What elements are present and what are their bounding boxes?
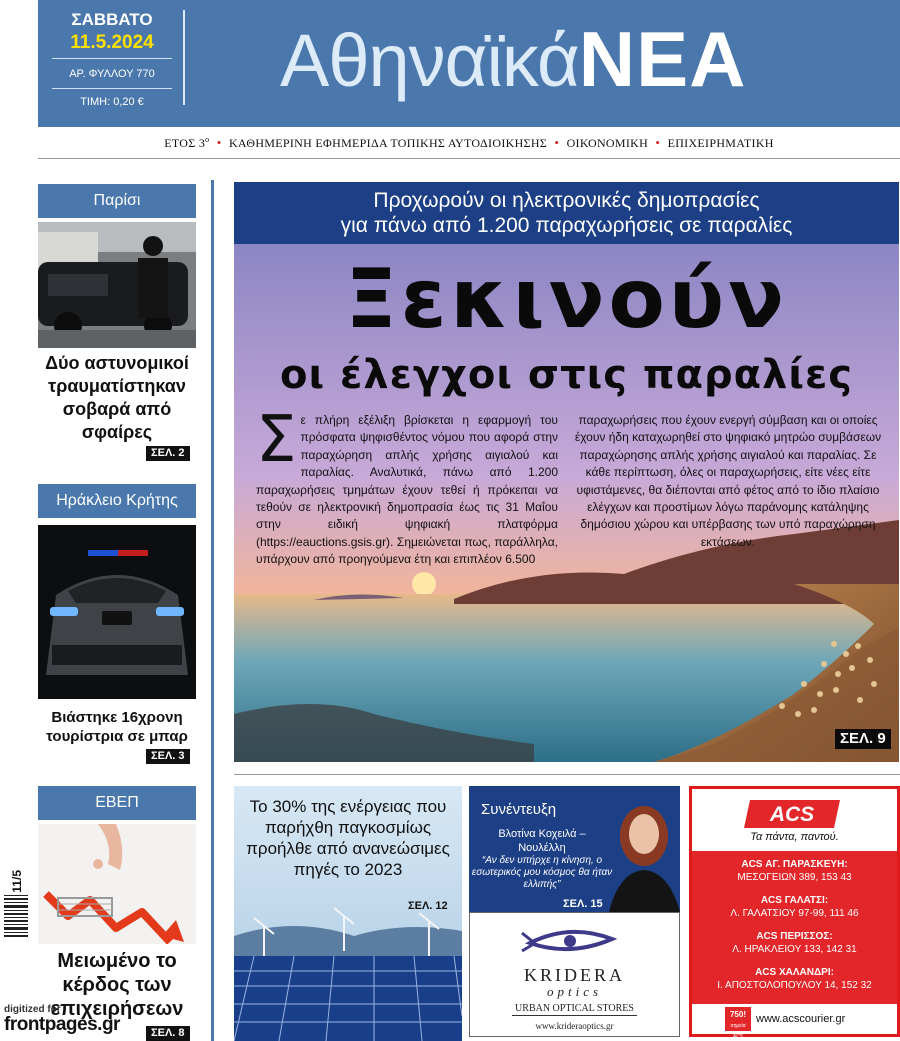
acs-logo-text: ACS xyxy=(769,803,815,826)
sidebar-title-paris[interactable]: Δύο αστυνομικοί τραυματίστηκαν σοβαρά από σφαίρες xyxy=(45,353,189,442)
page-ref-paris[interactable]: ΣΕΛ. 2 xyxy=(146,446,190,461)
main-banner[interactable] xyxy=(234,182,899,244)
article-column-2 xyxy=(573,412,883,551)
tagline-dot: • xyxy=(554,135,560,150)
tagline-text-2: ΟΙΚΟΝΟΜΙΚΗ xyxy=(566,136,649,150)
page-ref-evep[interactable]: ΣΕΛ. 8 xyxy=(146,1026,190,1041)
police-car-photo[interactable] xyxy=(38,525,196,699)
acs-badge xyxy=(725,1007,751,1040)
article-column-1 xyxy=(256,403,558,569)
acs-badge-number: 750! xyxy=(729,1010,746,1019)
sidebar-title-evep[interactable]: Μειωμένο το κέρδος των επιχειρήσεων xyxy=(50,950,184,1020)
kridera-store: URBAN OPTICAL STORES xyxy=(515,1003,634,1014)
sidebar-head-heraklion[interactable]: Ηράκλειο Κρήτης xyxy=(38,484,196,518)
acs-store-title: ACS ΧΑΛΑΝΔΡΙ: xyxy=(755,967,834,978)
interview-name[interactable]: Βλοτίνα Κοχειλά – Νουλέλλη xyxy=(498,828,586,854)
paris-photo[interactable] xyxy=(38,222,196,348)
acs-store-title: ACS ΠΕΡΙΣΣΟΣ: xyxy=(756,931,833,942)
page-ref-main[interactable]: ΣΕΛ. 9 xyxy=(835,729,891,749)
main-subheadline[interactable]: οι έλεγχοι στις παραλίες xyxy=(280,352,853,398)
interview-quote: “Αν δεν υπήρχε η κίνηση, ο εσωτερικός μου κόσμος θα ήταν ελλιπής” xyxy=(471,855,613,890)
tagline-dot: • xyxy=(655,135,661,150)
article-text-2: παραχωρήσεις που έχουν ενεργή σύμβαση και οι οποίες έχουν ήδη καταχωρηθεί στο ψηφιακό μητρώο συμβάσεων παραχώρησης απλής χρήσης αιγιαλού και παραλίας. Σε κάθε περίπτωση, όλες οι παραχωρήσεις, είτε νέες είτε υφιστάμενες, θα διέπονται από φέτος από το ίδιο πλαίσιο ελέγχων και προστίμων λόγω παράνομης κατάληψης δημόσιου χώρου και υπέρβασης των υπό παραχώρηση εκτάσεων. xyxy=(574,413,882,549)
frontpages-credit[interactable]: frontpages.gr xyxy=(4,1014,120,1035)
newspaper-logo[interactable] xyxy=(280,14,746,114)
kridera-name: KRIDERA xyxy=(524,965,625,985)
acs-logo xyxy=(744,798,842,830)
issue-date: 11.5.2024 xyxy=(70,32,154,53)
kridera-logo-icon xyxy=(470,913,679,965)
divider xyxy=(512,1015,637,1016)
kridera-url[interactable]: www.kridera​optics.gr xyxy=(535,1021,614,1031)
acs-ad[interactable] xyxy=(689,786,900,1040)
issue-price: ΤΙΜΗ: 0,20 € xyxy=(80,96,144,108)
profit-chart-photo[interactable] xyxy=(38,824,196,944)
sidebar-head-paris[interactable]: Παρίσι xyxy=(38,184,196,218)
acs-store-title: ACS ΑΓ. ΠΑΡΑΣΚΕΥΗ: xyxy=(741,859,848,870)
falling-arrow-image xyxy=(38,824,196,944)
sidebar-head-evep[interactable]: ΕΒΕΠ xyxy=(38,786,196,820)
page-ref-heraklion[interactable]: ΣΕΛ. 3 xyxy=(146,749,190,764)
police-car-image xyxy=(38,525,196,699)
divider xyxy=(183,10,185,105)
tagline-dot: • xyxy=(216,135,222,150)
tagline-year-sup: ο xyxy=(205,135,210,144)
dropcap: Σ xyxy=(256,403,297,477)
barcode-date: 11/5 xyxy=(10,870,24,893)
divider xyxy=(52,88,172,89)
interview-label: Συνέντευξη xyxy=(481,801,557,818)
acs-store-address: Λ. ΗΡΑΚΛΕΙΟΥ 133, 142 31 xyxy=(732,944,857,955)
acs-store-title: ACS ΓΑΛΑΤΣΙ: xyxy=(760,895,829,906)
logo-light-text: Αθηναϊκά xyxy=(280,19,579,102)
tagline-text-1: ΚΑΘΗΜΕΡΙΝΗ ΕΦΗΜΕΡΙΔΑ ΤΟΠΙΚΗΣ ΑΥΤΟΔΙΟΙΚΗΣΗΣ xyxy=(228,136,548,150)
page-ref-energy[interactable]: ΣΕΛ. 12 xyxy=(408,900,448,912)
kridera-ad[interactable] xyxy=(469,912,680,1037)
energy-headline[interactable]: Το 30% της ενέργειας που παρήχθη παγκοσμίως προήλθε από ανανεώσιμες πηγές το 2023 xyxy=(246,797,450,879)
issue-day: ΣΑΒΒΑΤΟ xyxy=(71,10,153,29)
tagline-year: ΕΤΟΣ 3 xyxy=(164,136,206,150)
divider xyxy=(38,158,900,159)
main-headline[interactable]: Ξεκινούν xyxy=(344,252,789,347)
main-banner-line-2: για πάνω από 1.200 παραχωρήσεις σε παραλίες xyxy=(340,214,793,237)
tagline-text-3: ΕΠΙΧΕΙΡΗΜΑΤΙΚΗ xyxy=(667,136,774,150)
masthead xyxy=(38,0,900,127)
paris-photo-image xyxy=(38,222,196,348)
page-ref-interview[interactable]: ΣΕΛ. 15 xyxy=(563,898,603,910)
acs-url[interactable]: www.acscourier.gr xyxy=(756,1013,846,1025)
article-text-1: ε πλήρη εξέλιξη βρίσκεται η εφαρμογή του πρόσφατα ψηφισθέντος νόμου που αφορά στην παραχώρηση απλής χρήσης αιγιαλού και παραλίας. Αναλυτικά, πάνω από 1.200 παραχωρήσεις τμημάτων έχουν τεθεί ή πρόκειται να τεθούν σε ηλεκτρονική δημοπρασία έως τις 31 Μαΐου στην ειδική ψηφιακή πλατφόρμα (https://eauctions.gsis.gr). Σημειώνεται πως, παράλληλα, υπάρχουν από προηγούμενα έτη και επιπλέον 6.500 xyxy=(256,413,558,567)
tagline xyxy=(38,135,900,151)
kridera-sub: optics xyxy=(546,984,603,999)
acs-badge-sub: σημεία ACS xyxy=(730,1023,746,1040)
acs-slogan: Τα πάντα, παντού. xyxy=(750,831,839,843)
acs-store-address: ΜΕΣΟΓΕΙΩΝ 389, 153 43 xyxy=(737,872,852,883)
divider xyxy=(52,58,172,59)
divider xyxy=(234,774,900,775)
acs-store-address: Λ. ΓΑΛΑΤΣΙΟΥ 97-99, 111 46 xyxy=(730,908,859,919)
main-banner-line-1: Προχωρούν οι ηλεκτρονικές δημοπρασίες xyxy=(373,189,760,212)
issue-number: ΑΡ. ΦΥΛΛΟΥ 770 xyxy=(69,68,155,80)
date-box xyxy=(38,0,186,115)
acs-footer xyxy=(692,1004,897,1040)
sidebar-title-heraklion[interactable]: Βιάστηκε 16χρονη τουρίστρια σε μπαρ xyxy=(46,709,188,745)
column-divider xyxy=(211,180,214,1041)
digitized-credit: digitized for xyxy=(4,1004,61,1015)
acs-store-address: Ι. ΑΠΟΣΤΟΛΟΠΟΥΛΟΥ 14, 152 32 xyxy=(717,980,872,991)
logo-bold-text: ΝΕΑ xyxy=(578,15,747,103)
acs-header xyxy=(692,789,897,851)
